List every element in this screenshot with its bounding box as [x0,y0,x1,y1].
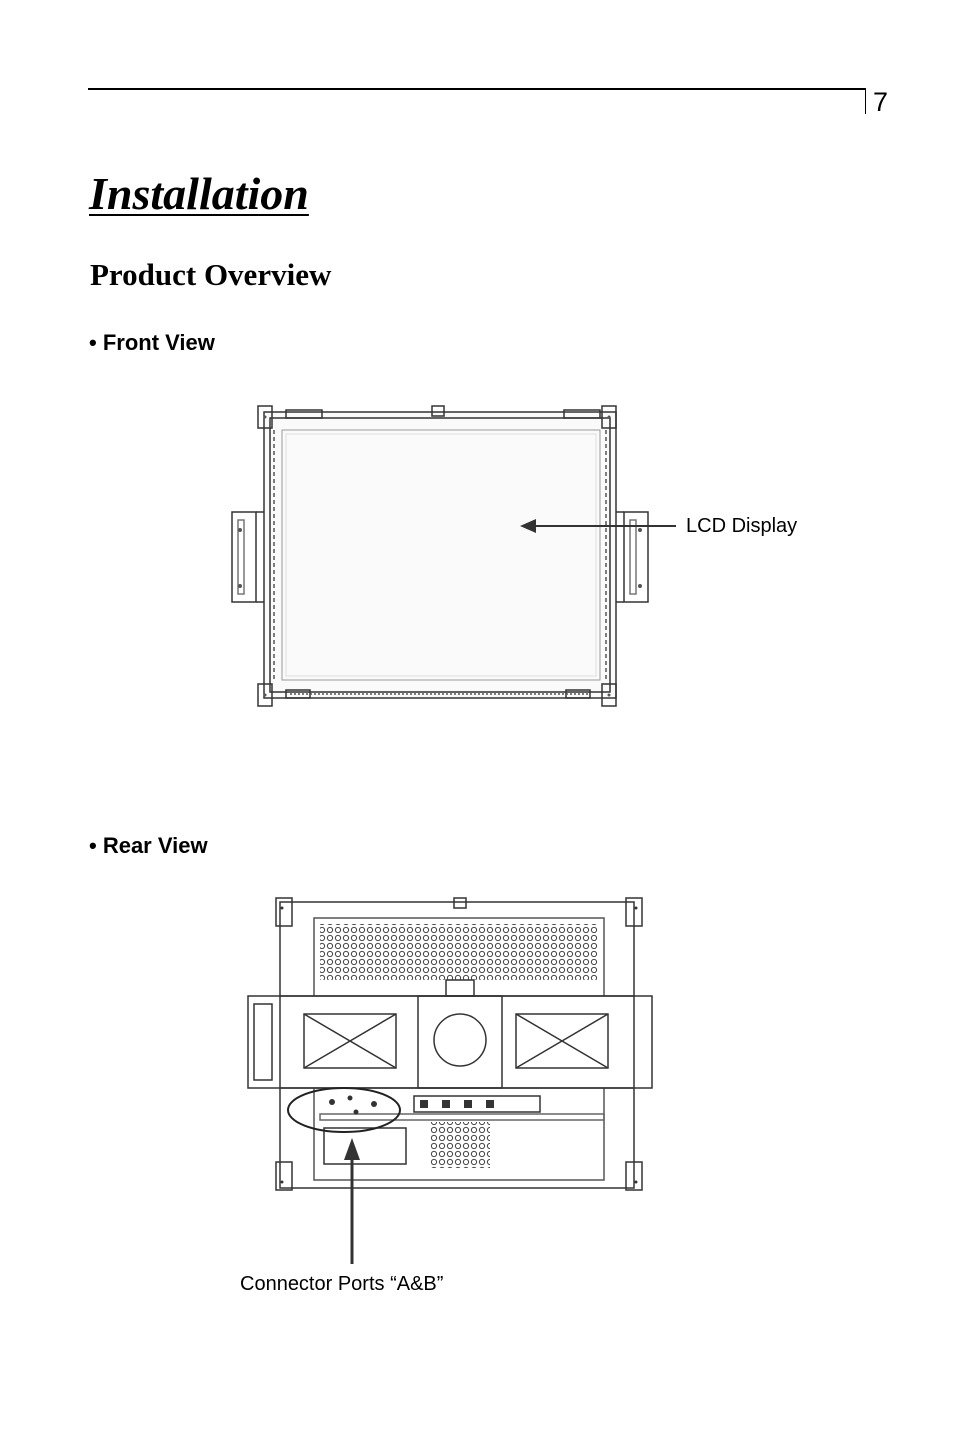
lcd-display-label: LCD Display [686,515,798,537]
rear-view-illustration [246,894,656,1194]
front-view-heading: • Front View [89,330,215,355]
connector-ports-label: Connector Ports “A&B” [240,1273,444,1295]
rear-view-heading: • Rear View [89,833,208,858]
section-subtitle: Product Overview [90,257,332,292]
header-rule-tick [865,88,866,114]
front-view-illustration [230,400,650,720]
header-rule [88,88,866,90]
page-title: Installation [89,168,309,219]
page-number: 7 [873,87,889,117]
